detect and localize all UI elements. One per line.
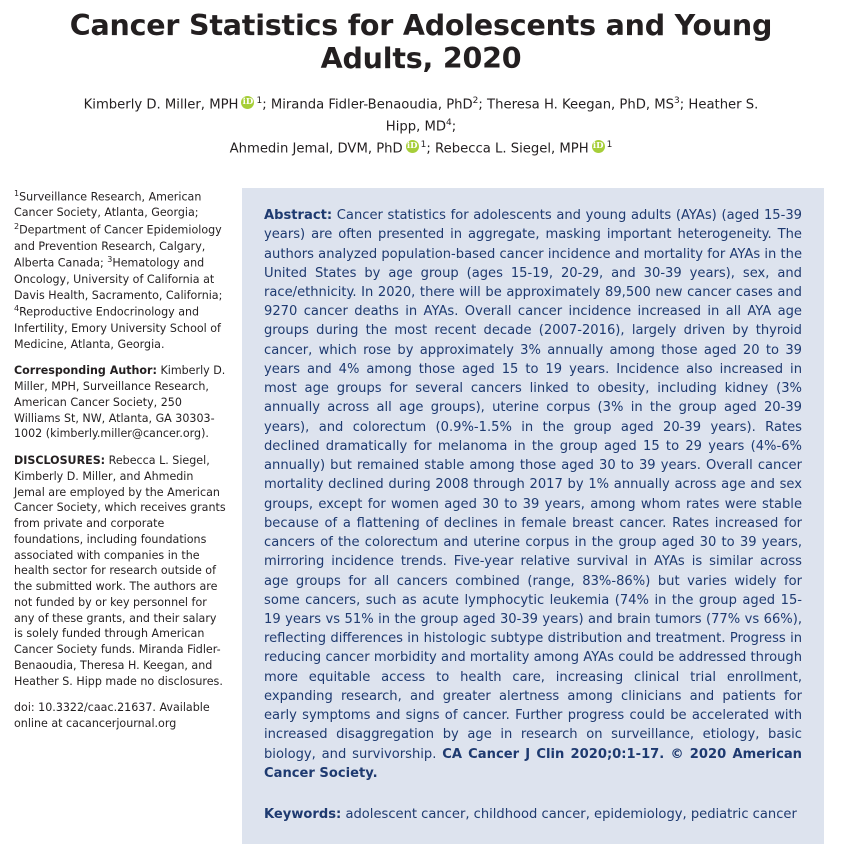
- corresponding-author-label: Corresponding Author:: [14, 364, 157, 378]
- doi-block: [14, 700, 226, 732]
- author-affiliation-marker: 4: [446, 117, 452, 128]
- author-name-3: ; Theresa H. Keegan, PhD, MS: [478, 96, 675, 112]
- abstract-label: Abstract:: [264, 208, 333, 224]
- affiliation-text-2: Department of Cancer Epidemiology and Prevention Research, Calgary, Alberta Canada;: [14, 223, 222, 271]
- keywords-label: Keywords:: [264, 807, 342, 823]
- orcid-icon[interactable]: [592, 140, 605, 153]
- author-name-6: ; Rebecca L. Siegel, MPH: [426, 141, 589, 157]
- author-list: [0, 94, 842, 161]
- corresponding-author-text: Kimberly D. Miller, MPH, Surveillance Research, American Cancer Society, 250 Williams St, NW, Atlanta, GA 30303-1002 (kimberly.miller@cancer.org).: [14, 364, 226, 441]
- abstract-panel: [242, 188, 824, 844]
- left-column: [14, 188, 242, 743]
- affiliation-text-4: Reproductive Endocrinology and Infertility, Emory University School of Medicine, Atlanta, Georgia.: [14, 306, 221, 351]
- disclosures-text: Rebecca L. Siegel, Kimberly D. Miller, and Ahmedin Jemal are employed by the American Cancer Society, which receives grants from private and corporate foundations, including foundations associated with companies in the health sector for research outside of the submitted work. The authors are not funded by or key personnel for any of these grants, and their salary is solely funded through American Cancer Society funds. Miranda Fidler-Benaoudia, Theresa H. Keegan, and Heather S. Hipp made no disclosures.: [14, 454, 226, 688]
- keywords-text: adolescent cancer, childhood cancer, epidemiology, pediatric cancer: [341, 807, 797, 823]
- affiliation-marker-1: 1: [14, 189, 20, 199]
- author-affiliation-marker: 1: [420, 139, 427, 150]
- author-affiliation-marker: 1: [606, 139, 613, 150]
- abstract-citation: CA Cancer J Clin 2020;0:1-17. © 2020 American Cancer Society.: [264, 746, 803, 781]
- disclosures-block: [14, 453, 226, 689]
- author-name-1: Kimberly D. Miller, MPH: [83, 96, 239, 112]
- author-affiliation-marker: 3: [674, 95, 680, 106]
- orcid-icon[interactable]: [241, 96, 254, 109]
- author-name-4: ; Heather S. Hipp, MD: [385, 96, 759, 135]
- affiliation-text-1: Surveillance Research, American Cancer Society, Atlanta, Georgia;: [14, 190, 202, 220]
- affiliations-block: [14, 188, 226, 352]
- affiliation-marker-2: 2: [14, 222, 20, 232]
- orcid-icon[interactable]: [406, 140, 419, 153]
- author-affiliation-marker: 2: [472, 95, 479, 106]
- author-affiliation-marker: 1: [256, 95, 263, 106]
- corresponding-author-block: [14, 363, 226, 442]
- abstract-body: Cancer statistics for adolescents and young adults (AYAs) (aged 15-39 years) are often presented in aggregate, masking important heterogeneity. The authors analyzed population-based cancer incidence and mortality for AYAs in the United States by age group (ages 15-19, 20-29, and 30-39 years), sex, and race/ethnicity. In 2020, there will be approximately 89,500 new cancer cases and 9270 cancer deaths in AYAs. Overall cancer incidence increased in all AYA age groups during the most recent decade (2007-2016), largely driven by thyroid cancer, which rose by approximately 3% annually among those aged 20 to 39 years and 4% among those aged 15 to 19 years. Incidence also increased in most age groups for several cancers linked to obesity, including kidney (3% annually across all age groups), uterine corpus (3% in the group aged 20-39 years), and colorectum (0.9%-1.5% in the group aged 20-39 years). Rates declined dramatically for melanoma in the group aged 15 to 29 years (4%-6% annually) but remained stable among those aged 30 to 39 years. Overall cancer mortality declined during 2008 through 2017 by 1% annually across age and sex groups, except for women aged 30 to 39 years, among whom rates were stable because of a flattening of declines in female breast cancer. Rates increased for cancers of the colorectum and uterine corpus in the group aged 30 to 39 years, mirroring incidence trends. Five-year relative survival in AYAs is similar across age groups for all cancers combined (range, 83%-86%) but varies widely for some cancers, such as acute lymphocytic leukemia (74% in the group aged 15-19 years vs 51% in the group aged 30-39 years) and brain tumors (77% vs 66%), reflecting differences in histologic subtype distribution and treatment. Progress in reducing cancer morbidity and mortality among AYAs could be addressed through more equitable access to health care, increasing clinical trial enrollment, expanding research, and greater alertness among clinicians and patients for early symptoms and signs of cancer. Further progress could be accelerated with increased disaggregation by age in research on surveillance, etiology, basic biology, and survivorship.: [264, 208, 802, 762]
- page-title: Cancer Statistics for Adolescents and Young Adults, 2020: [69, 9, 773, 75]
- author-separator: ;: [451, 119, 457, 135]
- disclosures-label: DISCLOSURES:: [14, 454, 106, 468]
- author-name-5: Ahmedin Jemal, DVM, PhD: [229, 141, 403, 157]
- affiliation-text-3: Hematology and Oncology, University of California at Davis Health, Sacramento, California;: [14, 257, 223, 302]
- author-name-2: ; Miranda Fidler-Benaoudia, PhD: [262, 96, 473, 112]
- doi-text[interactable]: doi: 10.3322/caac.21637. Available online at cacancerjournal.org: [14, 701, 210, 731]
- affiliation-marker-3: 3: [107, 255, 113, 265]
- keywords-block: [264, 805, 802, 824]
- affiliation-marker-4: 4: [14, 304, 20, 314]
- body-columns: [0, 188, 842, 844]
